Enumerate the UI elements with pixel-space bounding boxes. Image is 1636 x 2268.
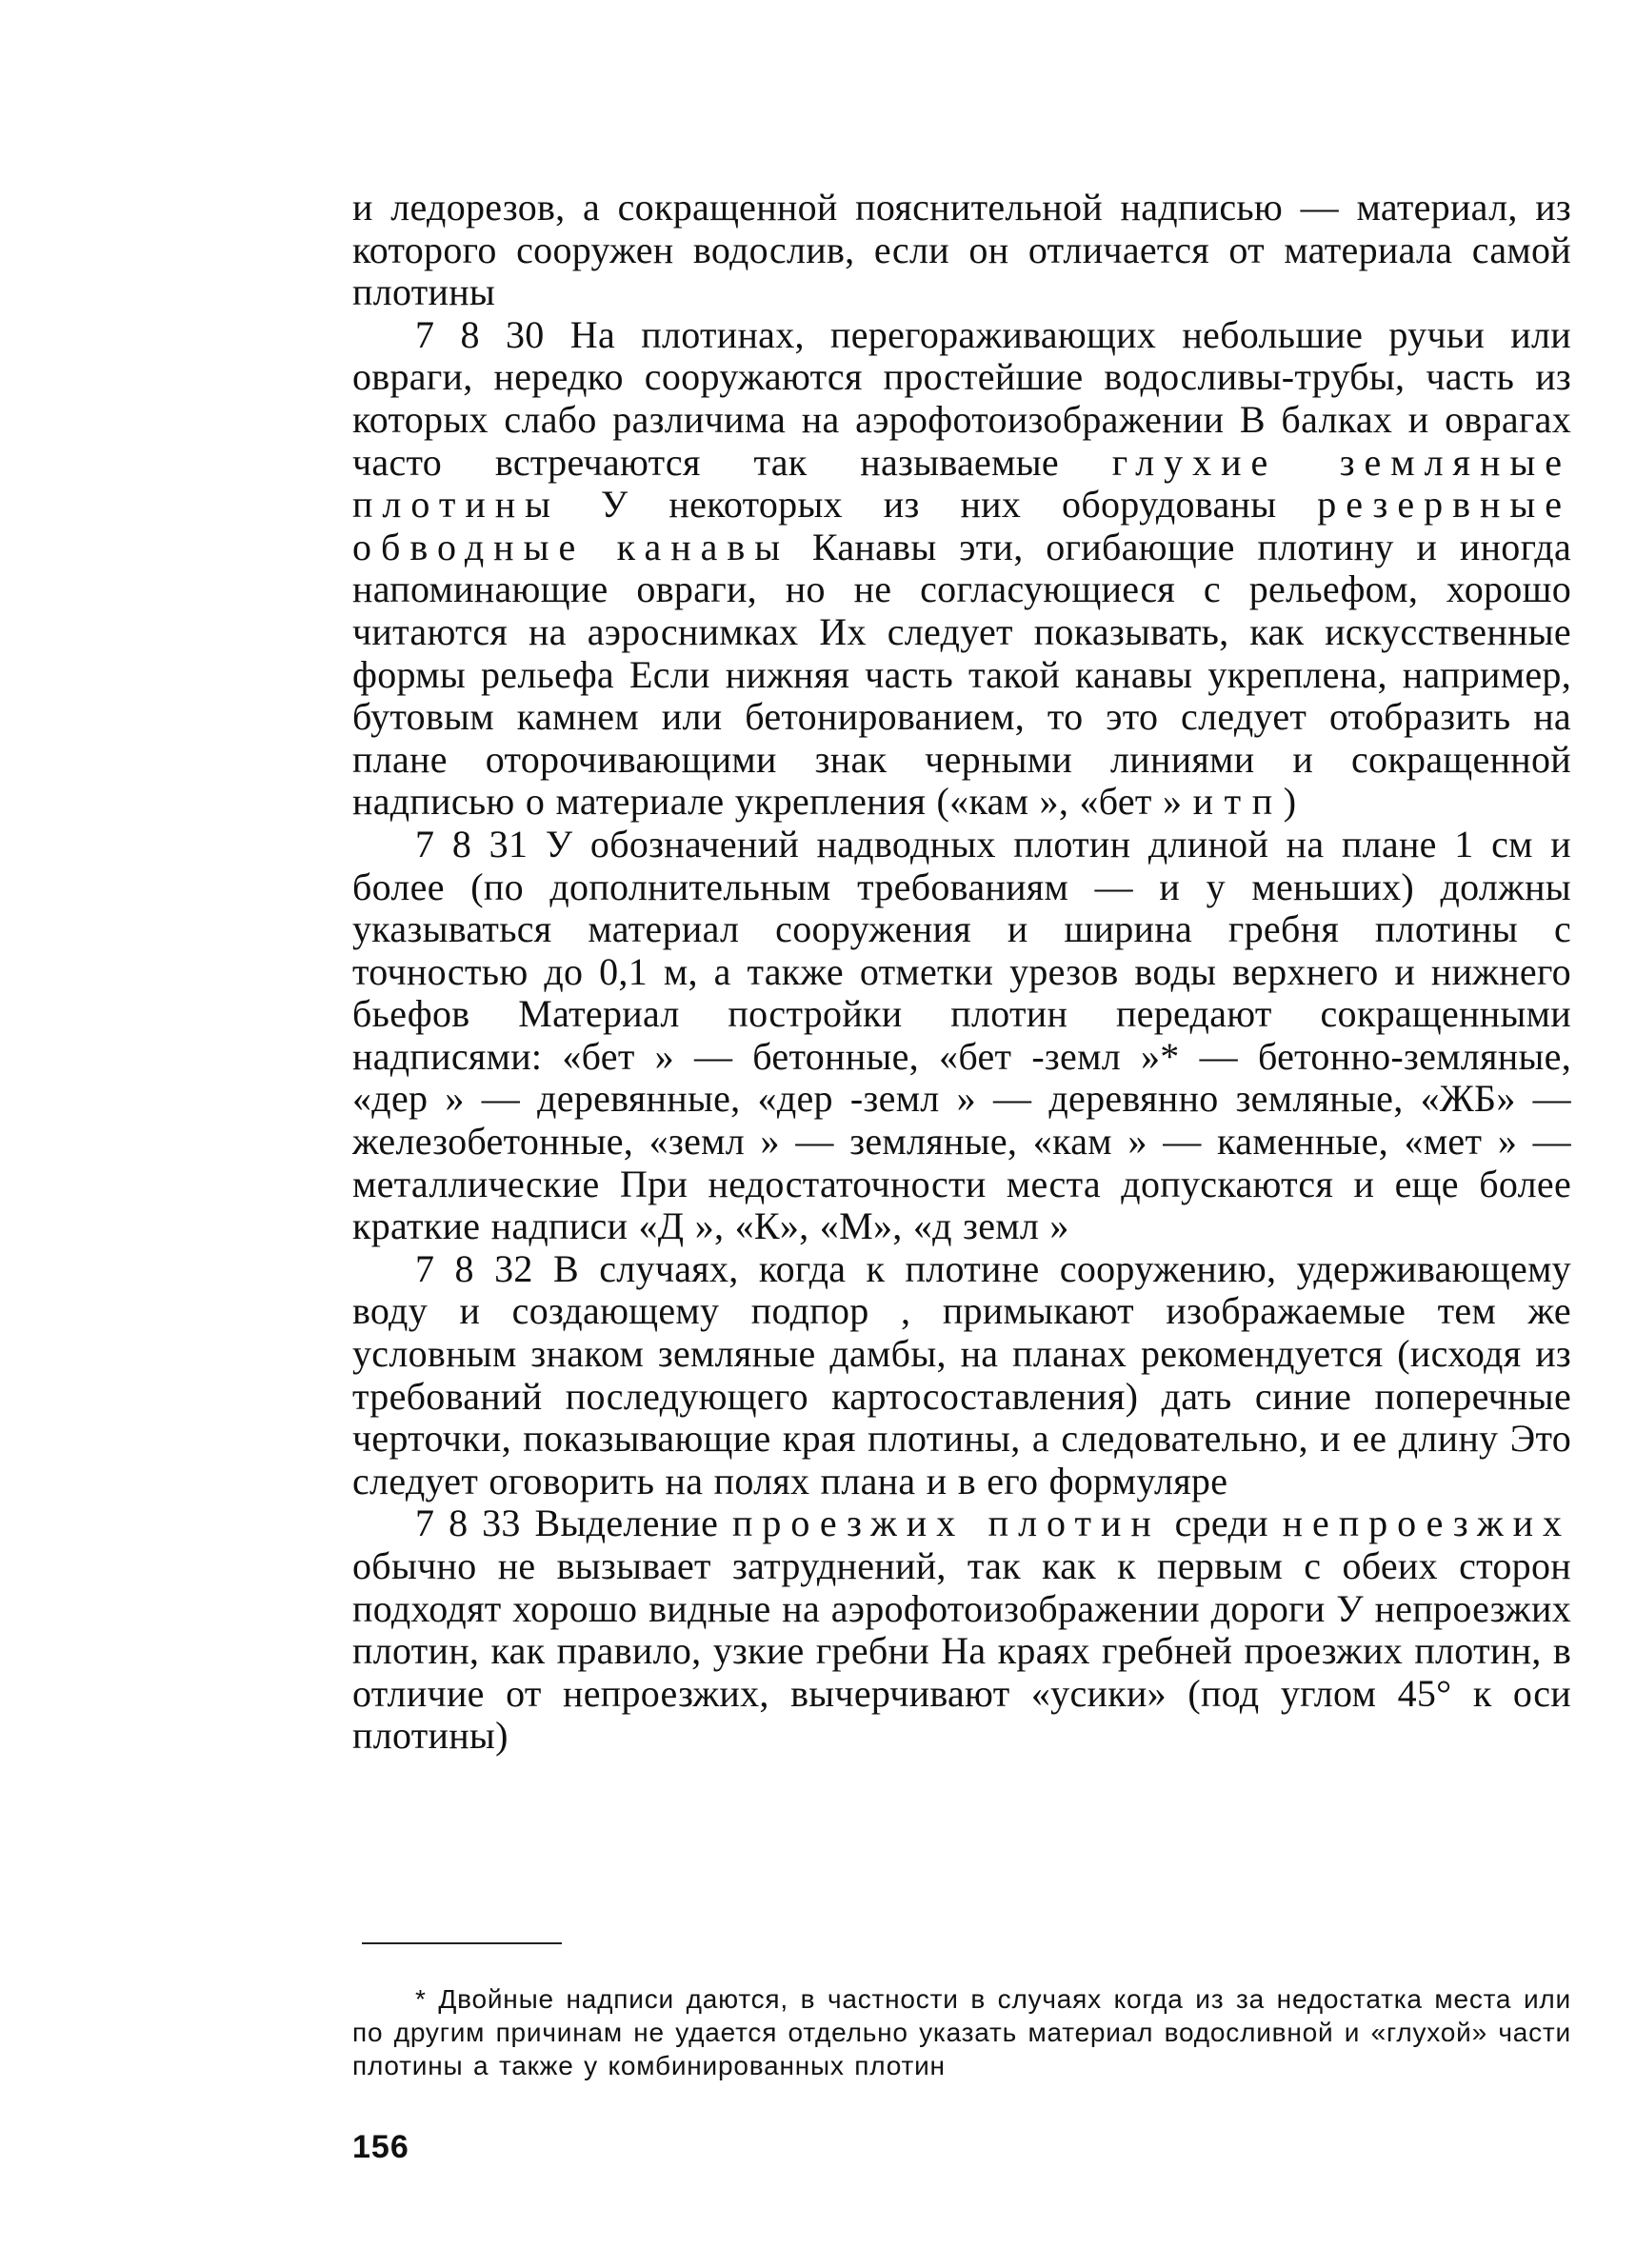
paragraph-text: среди <box>1160 1502 1283 1545</box>
spaced-term: проезжих плотин <box>731 1502 1161 1545</box>
paragraph-text: На плотинах, перегораживающих небольшие ручьи или овраги, нередко сооружаются простейшие водосливы-трубы, часть из которых слабо различима на аэрофотоизображении В балках и оврагах часто встречаются так называемые <box>352 312 1571 484</box>
page-body <box>352 187 1571 1758</box>
paragraph-text: обычно не вызывает затруднений, так как к первым с обеих сторон подходят хорошо видные на аэрофотоизображении дороги У непроезжих плотин, как правило, узкие гребни На краях гребней проезжих плотин, в отличие от непроезжих, вычерчивают «усики» (под углом 45° к оси плотины) <box>352 1544 1571 1758</box>
footnote-divider <box>362 1942 562 1944</box>
paragraph-text: У некоторых из них оборудованы <box>560 483 1318 527</box>
section-number: 7 8 33 <box>415 1502 521 1545</box>
paragraph-text: У обозначений надводных плотин длиной на плане 1 см и более (по дополнительным требованиям — и у меньших) должны указываться материал сооружения и ширина гребня плотины с точностью до 0,1 м, а также отметки урезов воды верхнего и нижнего бьефов Материал постройки плотин передают сокращенными надписями: «бет » — бетонные, «бет -земл »* — бетонно-земляные, «дер » — деревянные, «дер -земл » — деревянно земляные, «ЖБ» — железобетонные, «земл » — земляные, «кам » — каменные, «мет » — металлические При недостаточности места допускаются и еще более краткие надписи «Д », «К», «М», «д земл » <box>352 822 1571 1248</box>
paragraph-text: Канавы эти, огибающие плотину и иногда напоминающие овраги, но не согласующиеся с рельефом, хорошо читаются на аэроснимках Их следует показывать, как искусственные формы рельефа Если нижняя часть такой канавы укреплена, например, бутовым камнем или бетонированием, то это следует отобразить на плане оторочивающими знак черными линиями и сокращенной надписью о материале укрепления («кам », «бет » и т п ) <box>352 525 1572 824</box>
spaced-term: резервные обводные канавы <box>352 483 1571 568</box>
paragraph-text: Выделение <box>534 1502 732 1545</box>
spaced-term: глухие земляные плотины <box>352 440 1571 527</box>
section-number: 7 8 30 <box>415 312 545 356</box>
page-number: 156 <box>352 2129 409 2165</box>
footnote-text: Двойные надписи даются, в частности в случаях когда из за недостатка места или по другим причинам не удается отдельно указать материал водосливной и «глухой» части плотины а также у комбинированных плотин <box>352 1984 1571 2080</box>
section-7-8-33 <box>352 1502 1571 1758</box>
paragraph-continuation <box>352 187 1571 314</box>
footnote <box>352 1982 1571 2082</box>
section-number: 7 8 31 <box>415 822 529 865</box>
spaced-term: непроезжих <box>1282 1502 1571 1545</box>
paragraph-text: и ледорезов, а сокращенной пояснительной надписью — материал, из которого сооружен водослив, если он отличается от материала самой плотины <box>352 186 1571 314</box>
paragraph-text: В случаях, когда к плотине сооружению, удерживающему воду и создающему подпор , примыкают изображаемые тем же условным знаком земляные дамбы, на планах рекомендуется (исходя из требований последующего картосоставления) дать синие поперечные черточки, показывающие края плотины, а следовательно, и ее длину Это следует оговорить на полях плана и в его формуляре <box>352 1246 1571 1502</box>
section-7-8-32 <box>352 1248 1571 1503</box>
section-number: 7 8 32 <box>415 1246 533 1290</box>
section-7-8-31 <box>352 824 1571 1248</box>
footnote-marker: * <box>415 1984 427 2014</box>
section-7-8-30 <box>352 314 1571 824</box>
